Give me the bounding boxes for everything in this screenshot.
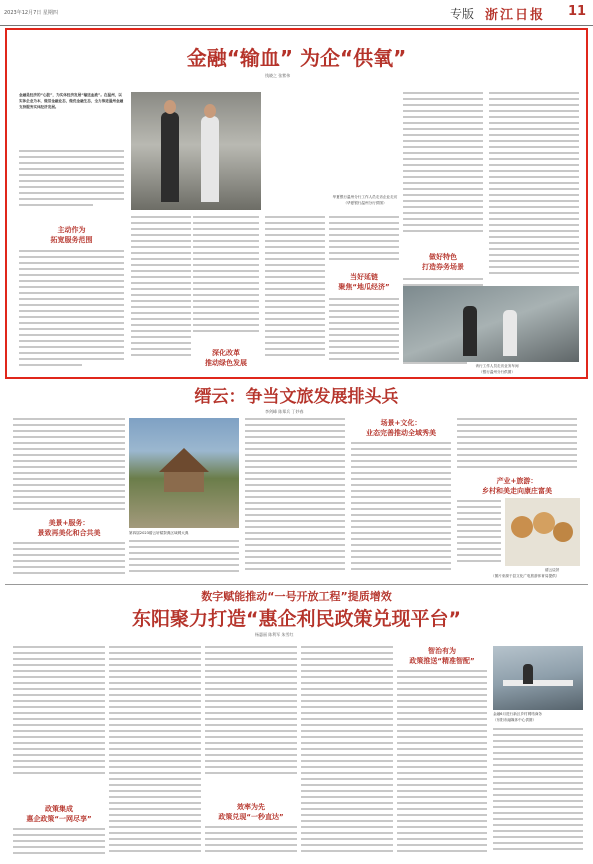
body-text bbox=[245, 418, 345, 578]
body-text bbox=[129, 540, 239, 582]
body-text bbox=[109, 646, 201, 860]
body-text bbox=[301, 646, 393, 860]
subhead-a: 主动作为 bbox=[57, 226, 86, 234]
subhead-c2: 乡村和美走向康庄富美 bbox=[482, 487, 552, 495]
story-title: 金融“输血” 为企“供氧” bbox=[186, 46, 407, 70]
body-text bbox=[19, 150, 124, 220]
photo-ceremony bbox=[129, 418, 239, 528]
subhead-c2: 政策推送“精准智配” bbox=[409, 657, 475, 665]
story-title: 东阳聚力打造“惠企利民政策兑现平台” bbox=[132, 608, 461, 630]
photo-caption: 金融6月进行新区乡村网络商务 bbox=[493, 712, 543, 716]
body-text bbox=[13, 542, 125, 582]
body-text bbox=[397, 670, 487, 860]
story-byline: 杨惠丽 陈利军 朱雪红 bbox=[255, 632, 294, 637]
subhead-b: 场景+文化： bbox=[380, 419, 422, 427]
body-text bbox=[205, 826, 297, 862]
subhead-b2: 政策兑现“一秒直达” bbox=[218, 813, 284, 821]
body-text bbox=[329, 216, 399, 266]
subhead-b: 深化改革 bbox=[212, 349, 240, 357]
subhead-a2: 景致再美化和合共美 bbox=[37, 529, 101, 537]
body-text bbox=[205, 646, 297, 796]
photo-caption-credit: （华夏银行温州分行供图） bbox=[343, 201, 387, 205]
subhead-a2: 惠企政策“一网尽享” bbox=[26, 815, 92, 823]
photo-caption: 第四届2023缙云轩辕祭典区域网大典 bbox=[129, 531, 189, 535]
body-text bbox=[457, 418, 577, 478]
subhead-d2: 打造券务场景 bbox=[422, 263, 464, 271]
body-text bbox=[265, 216, 325, 366]
body-text bbox=[13, 828, 105, 862]
subhead-d: 做好特色 bbox=[429, 253, 457, 261]
body-text bbox=[19, 250, 124, 370]
body-text bbox=[131, 216, 191, 366]
page-number: 11 bbox=[568, 4, 587, 19]
body-text bbox=[193, 216, 259, 342]
lead-paragraph: 金融是经济的“心脏”，为实体经济发展“输送血液”。在温州，以实体企业为本，做活金融业态，做优金融生态，全力推进温州金融支持服务实体经济发展。 bbox=[19, 93, 124, 110]
story-byline: 钱晓之 张紫伟 bbox=[265, 73, 291, 78]
photo-service-hall bbox=[493, 646, 583, 710]
photo-caption-credit: （东阳市融媒体中心供图） bbox=[493, 718, 537, 722]
story-finance[interactable] bbox=[5, 28, 588, 379]
subhead-c: 当好延链 bbox=[350, 273, 378, 281]
section-divider bbox=[5, 584, 588, 585]
subhead-a: 政策集成 bbox=[45, 805, 73, 813]
header-rule bbox=[0, 25, 593, 26]
body-text bbox=[457, 500, 501, 570]
body-text bbox=[13, 418, 125, 518]
subhead-b2: 推动绿色发展 bbox=[205, 359, 247, 367]
subhead-c: 智治有为 bbox=[428, 647, 456, 655]
story-dongyang[interactable] bbox=[5, 588, 588, 864]
photo-shaobing bbox=[505, 498, 580, 566]
body-text bbox=[329, 298, 399, 370]
body-text bbox=[351, 442, 451, 580]
page-header bbox=[0, 0, 593, 26]
subhead-c2: 聚焦“地瓜经济” bbox=[338, 283, 390, 291]
photo-bank-staff bbox=[131, 92, 261, 210]
story-kicker: 数字赋能推动“一号开放工程”提质增效 bbox=[201, 590, 392, 603]
subhead-b: 效率为先 bbox=[237, 803, 265, 811]
photo-caption: 该行工作人员走访业务车间 bbox=[475, 364, 519, 368]
story-jinyun[interactable] bbox=[5, 382, 588, 582]
photo-caption-credit: （银行温州分行供图） bbox=[479, 370, 515, 374]
story-title: 缙云：争当文旅发展排头兵 bbox=[194, 387, 399, 407]
date-line: 2023年12月7日 星期四 bbox=[4, 10, 58, 16]
photo-caption: 缙云烧饼 bbox=[545, 568, 560, 572]
subhead-b2: 业态完善推动全域秀美 bbox=[366, 429, 436, 437]
section-label: 专版 bbox=[450, 7, 475, 21]
subhead-a: 美景+服务： bbox=[48, 519, 90, 527]
photo-caption-credit: （图片来源于县文化广电旅游体育局提供） bbox=[491, 574, 560, 578]
subhead-c: 产业+旅游： bbox=[496, 477, 538, 485]
story-byline: 李剑峰 陈郑兵 丁妙春 bbox=[265, 409, 304, 414]
photo-workshop bbox=[403, 286, 579, 362]
body-text bbox=[493, 728, 583, 860]
paper-name: 浙江日报 bbox=[485, 8, 546, 23]
photo-caption: 华夏银行温州分行工作人员走访企业走访 bbox=[332, 195, 398, 199]
body-text bbox=[489, 92, 579, 282]
subhead-a2: 拓宽服务范围 bbox=[50, 236, 93, 244]
body-text bbox=[13, 646, 105, 796]
body-text bbox=[403, 92, 483, 242]
